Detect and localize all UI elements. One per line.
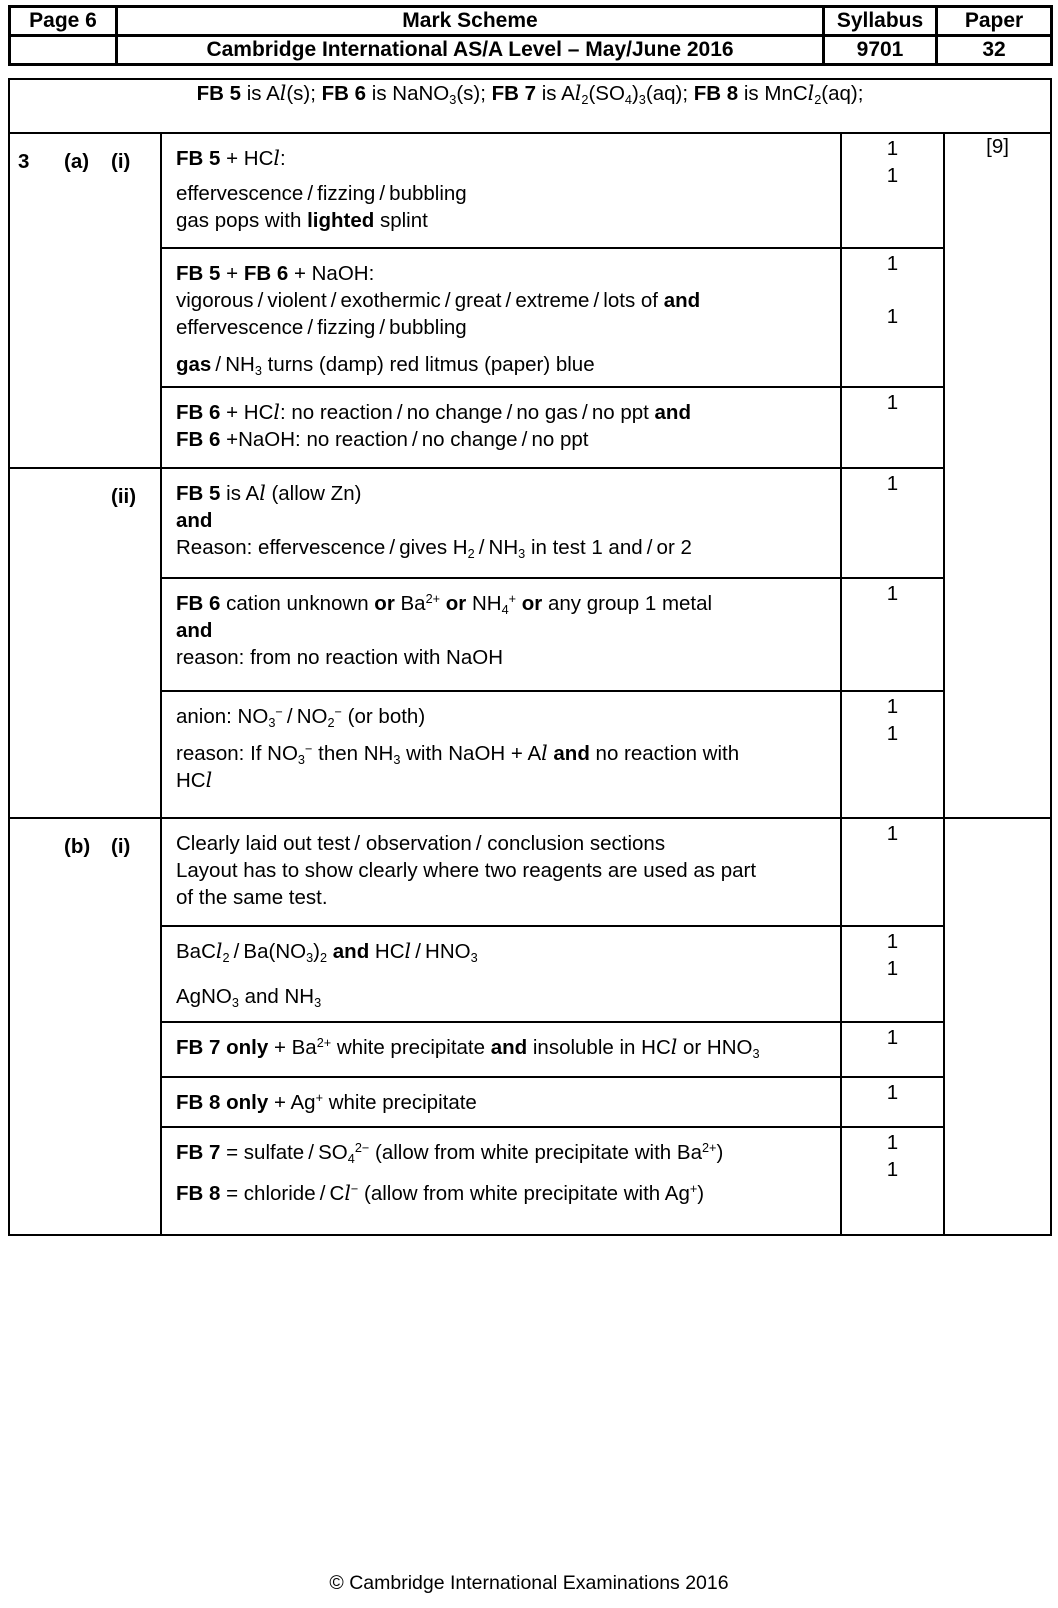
answer-cell — [161, 926, 841, 1022]
answer-line: effervescence / fizzing / bubbling — [176, 316, 467, 339]
answer-cell — [161, 1127, 841, 1235]
answer-cell — [161, 1022, 841, 1077]
table-row — [9, 1077, 1051, 1127]
key-row — [9, 79, 1051, 133]
mark-value: 1 — [886, 252, 899, 275]
answer-line: FB 8 = chloride / Cl− (allow from white precipitate with Ag+) — [176, 1181, 705, 1205]
answer-line: FB 7 only + $Ba^{2+}$ white precipitate and insoluble in HCl or $HNO_3$ — [176, 1035, 760, 1061]
answer-line: AgNO$_3$ and $NH_3$ — [176, 985, 322, 1010]
marks-cell — [841, 1127, 944, 1235]
table-row — [9, 691, 1051, 818]
mark-value: 1 — [886, 305, 899, 328]
question-label-aii — [9, 468, 161, 818]
table-row — [9, 468, 1051, 578]
section-total-cell: [9] — [944, 133, 1051, 818]
substance-key: FB 5 is Al(s); FB 6 is NaNO$_3$(s); FB 7 is $Al_2(SO_4)_3(aq)$; FB 8 is MnCl$_2$(aq); — [9, 79, 1051, 133]
marks-cell — [841, 133, 944, 248]
answer-line: FB 6 + HCl: no reaction / no change / no gas / no ppt and — [176, 400, 691, 424]
copyright-notice: © Cambridge International Examinations 2016 — [329, 1572, 729, 1594]
marks-cell — [841, 578, 944, 691]
answer-line: anion: $NO_3^- / NO_2^-$ (or both) — [176, 704, 426, 730]
answer-line: FB 6 +NaOH: no reaction / no change / no ppt — [176, 428, 589, 451]
table-row — [9, 578, 1051, 691]
doc-title: Mark Scheme — [117, 7, 824, 36]
header-row-2 — [10, 36, 1052, 65]
mark-value: 1 — [886, 137, 899, 160]
table-row — [9, 1127, 1051, 1235]
table-row — [9, 387, 1051, 468]
mark-scheme-table — [8, 78, 1052, 1236]
answer-line: gas / $NH_3$ turns (damp) red litmus (paper) blue — [176, 353, 595, 378]
answer-line: FB 7 = sulfate / $SO_4^{2-}$ (allow from white precipitate with $Ba^{2+}$) — [176, 1140, 724, 1166]
answer-cell — [161, 133, 841, 248]
section-total-cell — [944, 818, 1051, 1235]
mark-value: 1 — [886, 391, 899, 414]
mark-value: 1 — [886, 822, 899, 845]
table-row — [9, 248, 1051, 387]
page-header-table — [8, 5, 1053, 66]
answer-line: HCl — [176, 768, 213, 792]
marks-cell — [841, 1022, 944, 1077]
answer-line: and — [176, 509, 213, 532]
question-subpart: (i) — [111, 835, 131, 858]
answer-line: FB 5 + FB 6 + NaOH: — [176, 262, 375, 285]
answer-line: Reason: effervescence / gives $H_2 / NH_3$ in test 1 and / or 2 — [176, 536, 692, 561]
answer-line: Clearly laid out test / observation / conclusion sections — [176, 832, 666, 855]
header-row-1 — [10, 7, 1052, 36]
mark-value: 1 — [886, 957, 899, 980]
question-part: (b) — [64, 835, 91, 858]
mark-value: 1 — [886, 930, 899, 953]
page-number: Page 6 — [10, 7, 117, 36]
marks-cell — [841, 818, 944, 926]
question-label-3ai — [9, 133, 161, 468]
table-row — [9, 133, 1051, 248]
mark-value: 1 — [886, 695, 899, 718]
syllabus-label: Syllabus — [824, 7, 937, 36]
answer-line: and — [176, 619, 213, 642]
answer-cell — [161, 691, 841, 818]
marks-cell — [841, 468, 944, 578]
question-subpart: (ii) — [111, 485, 137, 508]
marks-cell — [841, 691, 944, 818]
mark-value: 1 — [886, 472, 899, 495]
table-row — [9, 818, 1051, 926]
mark-value: 1 — [886, 1081, 899, 1104]
doc-subtitle: Cambridge International AS/A Level – May/June 2016 — [117, 36, 824, 65]
question-label-bi — [9, 818, 161, 1235]
table-row — [9, 1022, 1051, 1077]
answer-line: FB 6 cation unknown or $Ba^{2+}$ or $NH_4^+$ or any group 1 metal — [176, 591, 713, 617]
answer-line: effervescence / fizzing / bubbling — [176, 182, 467, 205]
question-number: 3 — [18, 150, 30, 173]
question-subpart: (i) — [111, 150, 131, 173]
answer-cell — [161, 387, 841, 468]
mark-value: 1 — [886, 722, 899, 745]
answer-cell — [161, 468, 841, 578]
mark-value: 1 — [886, 1131, 899, 1154]
marks-cell — [841, 248, 944, 387]
answer-line: Layout has to show clearly where two reagents are used as part — [176, 859, 757, 882]
answer-line: FB 5 + HCl: — [176, 146, 286, 170]
paper-label: Paper — [937, 7, 1052, 36]
answer-line: BaCl$_2$ / $Ba(NO_3)_2$ and HCl / $HNO_3$ — [176, 939, 478, 965]
answer-line: reason: If $NO_3^-$ then $NH_3$ with NaOH + Al and no reaction with — [176, 741, 740, 767]
marks-cell — [841, 1077, 944, 1127]
mark-value: 1 — [886, 1026, 899, 1049]
table-row — [9, 926, 1051, 1022]
answer-line: of the same test. — [176, 886, 328, 909]
answer-line: reason: from no reaction with NaOH — [176, 646, 503, 669]
marks-cell — [841, 387, 944, 468]
paper-value: 32 — [937, 36, 1052, 65]
answer-line: gas pops with lighted splint — [176, 209, 428, 232]
mark-value: 1 — [886, 582, 899, 605]
mark-value: 1 — [886, 1158, 899, 1181]
question-part: (a) — [64, 150, 90, 173]
answer-cell — [161, 248, 841, 387]
answer-cell — [161, 578, 841, 691]
syllabus-value: 9701 — [824, 36, 937, 65]
answer-line: FB 8 only + Ag+ white precipitate — [176, 1090, 477, 1114]
answer-line: FB 5 is Al (allow Zn) — [176, 481, 362, 505]
answer-line: vigorous / violent / exothermic / great / extreme / lots of and — [176, 289, 701, 312]
header-empty-cell — [10, 36, 117, 65]
marks-cell — [841, 926, 944, 1022]
mark-value: 1 — [886, 164, 899, 187]
answer-cell — [161, 818, 841, 926]
answer-cell — [161, 1077, 841, 1127]
